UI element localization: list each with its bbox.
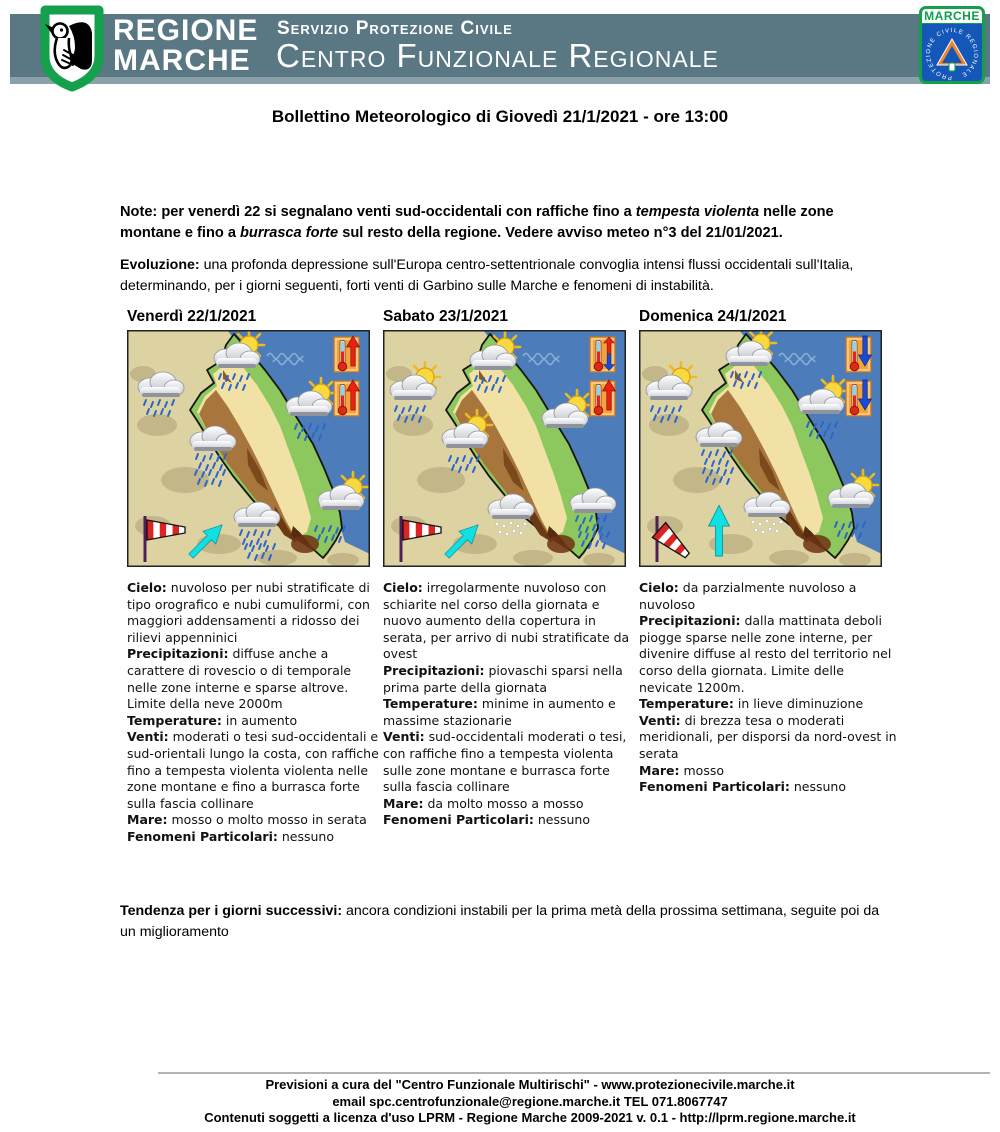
footer xyxy=(165,1077,895,1127)
thermometer-trend-icon xyxy=(334,380,360,416)
page-title: Bollettino Meteorologico di Giovedì 21/1/2021 - ore 13:00 xyxy=(271,107,729,126)
note-emphasis: burrasca forte xyxy=(240,225,339,241)
thermometer-trend-icon xyxy=(590,380,616,416)
forecast-column-domenica xyxy=(639,308,897,796)
weather-detail: Cielo: irregolarmente nuvoloso con schiarite nel corso della giornata e nuovo aumento della copertura in serata, per arrivo di nubi stratificate da ovest xyxy=(383,580,630,662)
thermometer-trend-icon xyxy=(846,336,872,372)
weather-map-domenica xyxy=(639,330,882,567)
weather-detail: Fenomeni Particolari: nessuno xyxy=(127,828,334,844)
weather-detail: Precipitazioni: piovaschi sparsi nella prima parte della giornata xyxy=(383,662,623,695)
day-label: Sabato 23/1/2021 xyxy=(383,308,508,325)
weather-map-sabato xyxy=(383,330,626,567)
thermometer-trend-icon xyxy=(334,336,360,372)
weather-detail: Mare: mosso xyxy=(639,762,724,778)
protezione-civile-emblem-icon xyxy=(922,24,982,84)
service-title: Servizio Protezione Civile xyxy=(277,18,513,39)
evolution-paragraph xyxy=(120,255,872,297)
agency-line1: REGIONE xyxy=(113,14,259,47)
forecast-column-venerdi xyxy=(127,308,385,846)
agency-name xyxy=(113,16,258,76)
footer-line-credits: Previsioni a cura del "Centro Funzionale Multirischi" - www.protezionecivile.marche.it xyxy=(265,1077,795,1092)
day-label: Venerdì 22/1/2021 xyxy=(127,308,257,325)
trend-label: Tendenza per i giorni successivi: xyxy=(120,903,343,919)
agency-line2: MARCHE xyxy=(113,44,251,77)
weather-detail: Mare: da molto mosso a mosso xyxy=(383,795,584,811)
weather-map-venerdi xyxy=(127,330,370,567)
weather-detail: Temperature: in lieve diminuzione xyxy=(639,696,864,712)
thermometer-trend-icon xyxy=(590,337,615,372)
note-text: per venerdì 22 si segnalano venti sud-occidentali con raffiche fino a xyxy=(157,204,636,220)
center-title: Centro Funzionale Regionale xyxy=(276,37,719,74)
evolution-text: una profonda depressione sull'Europa centro-settentrionale convoglia intensi flussi occidentali sull'Italia, determinando, per i giorni seguenti, forti venti di Garbino sulle Marche e fenomeni di instabilità. xyxy=(120,257,854,294)
badge-region-label: MARCHE xyxy=(922,9,982,24)
weather-detail: Precipitazioni: dalla mattinata deboli piogge sparse nelle zone interne, per divenire diffuse al resto del territorio nel corso della giornata. Limite delle nevicate 1200m. xyxy=(639,613,892,695)
forecast-column-sabato xyxy=(383,308,641,829)
weather-detail: Cielo: nuvoloso per nubi stratificate di tipo orografico e nubi cumuliformi, con maggiori addensamenti a ridosso dei rilievi appenninici xyxy=(127,580,370,645)
badge-circle-text: PROTEZIONE CIVILE REGIONALE xyxy=(925,27,979,81)
weather-detail: Venti: sud-occidentali moderati o tesi, con raffiche fino a tempesta violenta sulle zone montane e burrasca forte sulla fascia collinare xyxy=(383,729,627,795)
note-label: Note: xyxy=(120,204,158,220)
footer-line-contacts: email spc.centrofunzionale@regione.marche.it TEL 071.8067747 xyxy=(332,1093,728,1109)
trend-paragraph xyxy=(120,901,886,943)
note-text: sul resto della regione. Vedere avviso meteo n°3 del 21/01/2021. xyxy=(338,225,783,241)
weather-detail: Mare: mosso o molto mosso in serata xyxy=(127,812,367,828)
weather-detail: Fenomeni Particolari: nessuno xyxy=(383,812,590,828)
note-emphasis: tempesta violenta xyxy=(635,204,760,220)
note-paragraph xyxy=(120,202,885,244)
weather-detail: Fenomeni Particolari: nessuno xyxy=(639,779,846,795)
forecast-details xyxy=(127,580,385,846)
weather-detail: Temperature: in aumento xyxy=(127,712,298,728)
day-label: Domenica 24/1/2021 xyxy=(639,308,787,325)
evolution-label: Evoluzione: xyxy=(120,257,200,273)
thermometer-trend-icon xyxy=(846,380,872,416)
weather-detail: Temperature: minime in aumento e massime stazionarie xyxy=(383,696,616,728)
protezione-civile-badge xyxy=(919,6,985,84)
footer-divider xyxy=(158,1072,990,1074)
footer-line-license: Contenuti soggetti a licenza d'uso LPRM - Regione Marche 2009-2021 v. 0.1 - http://lprm.regione.marche.it xyxy=(204,1110,856,1125)
weather-detail: Venti: di brezza tesa o moderati meridionali, per disporsi da nord-ovest in serata xyxy=(639,712,897,761)
forecast-details xyxy=(383,580,641,829)
regione-marche-logo xyxy=(38,4,106,94)
trend-text: ancora condizioni instabili per la prima metà della prossima settimana, seguite poi da un miglioramento xyxy=(120,903,880,940)
weather-detail: Venti: moderati o tesi sud-occidentali e sud-orientali lungo la costa, con raffiche fino a tempesta violenta violenta nelle zone montane e fino a burrasca forte sulla fascia collinare xyxy=(127,729,379,811)
weather-detail: Precipitazioni: diffuse anche a carattere di rovescio o di temporale nelle zone interne e sparse altrove. Limite della neve 2000m xyxy=(127,646,352,712)
weather-detail: Cielo: da parzialmente nuvoloso a nuvoloso xyxy=(639,580,857,612)
note-text: nelle zone montane e fino a xyxy=(120,204,834,241)
forecast-details xyxy=(639,580,897,796)
